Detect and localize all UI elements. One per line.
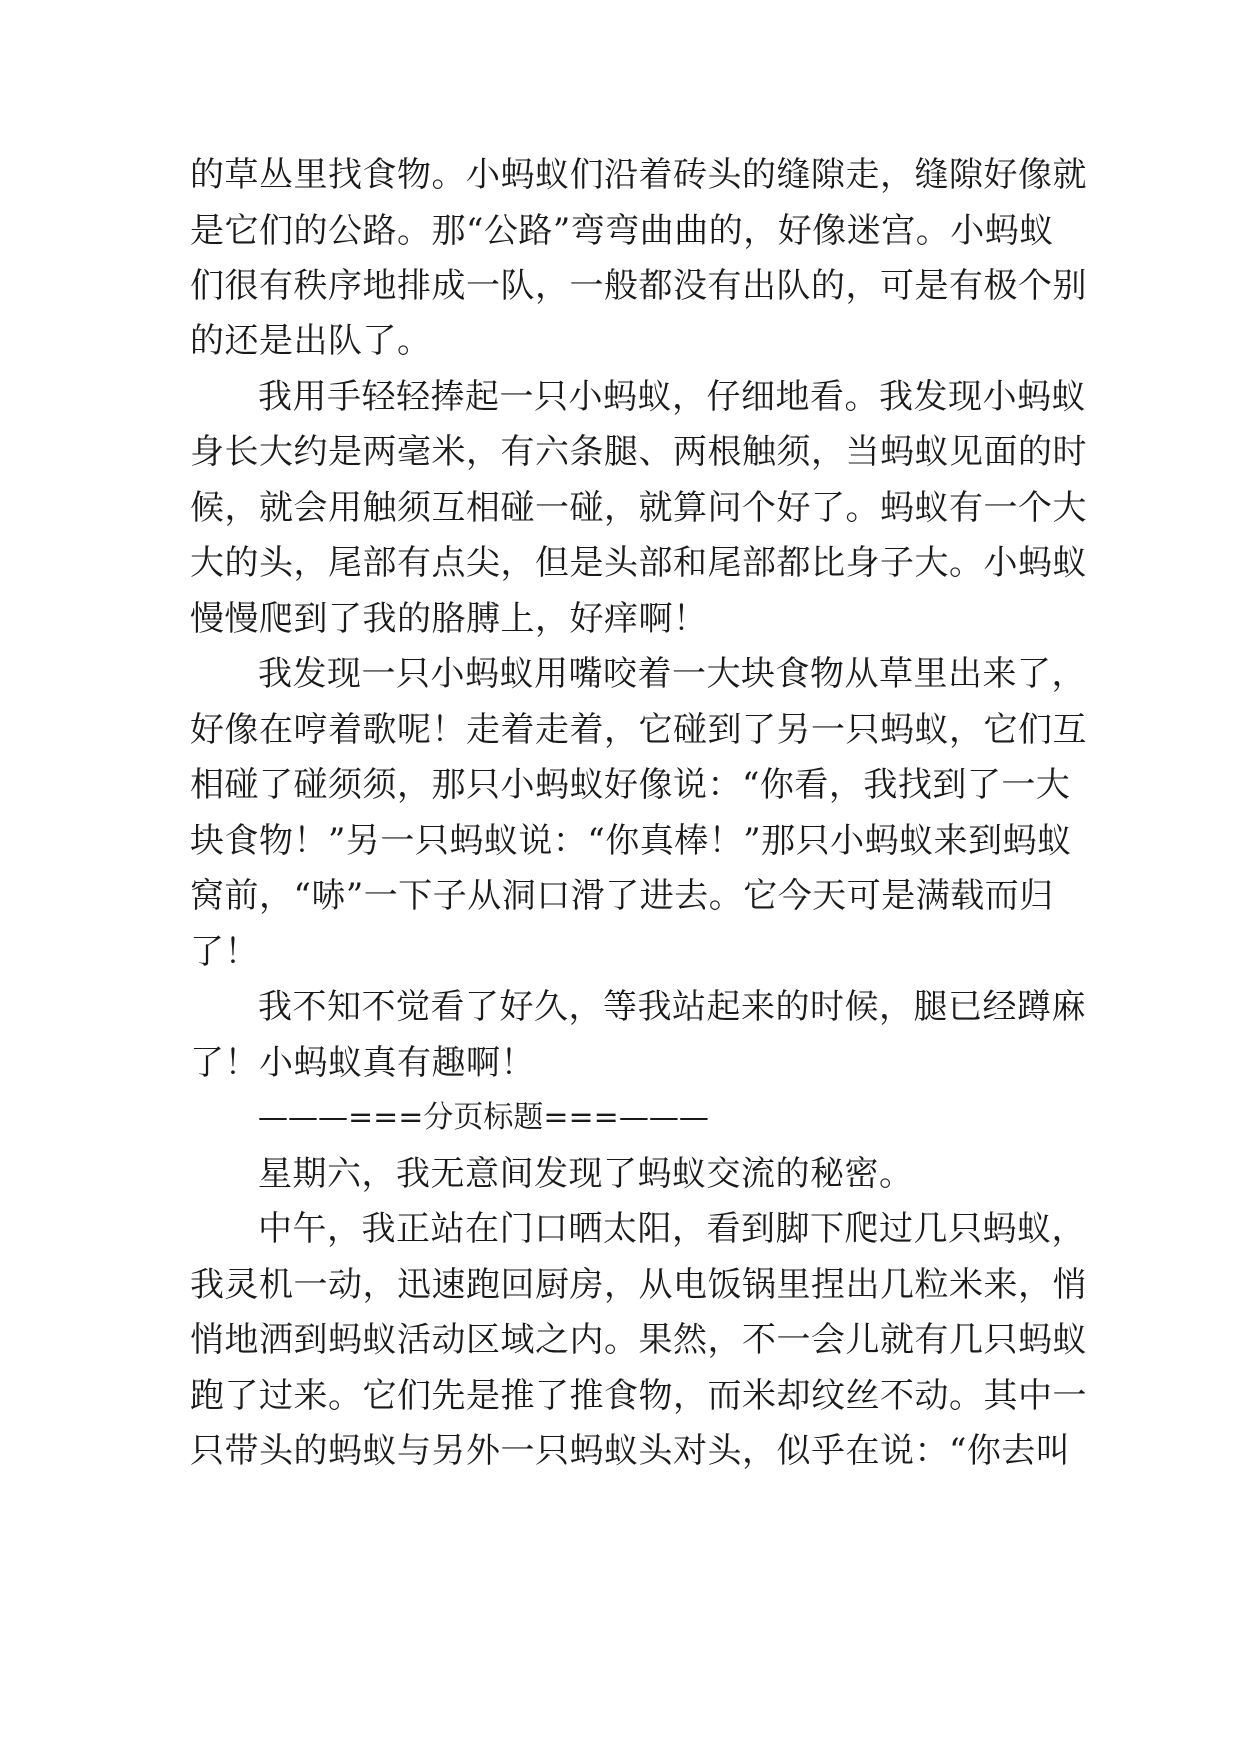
paragraph-line: 慢慢爬到了我的胳膊上，好痒啊！ <box>190 599 708 639</box>
paragraph-line: 好像在哼着歌呢！走着走着，它碰到了另一只蚂蚁，它们互 <box>190 710 1087 750</box>
paragraph-line: 窝前，“哧”一下子从洞口滑了进去。它今天可是满载而归 <box>190 876 1054 916</box>
paragraph-line: 的还是出队了。 <box>190 321 432 361</box>
paragraph-line: 了！ <box>190 932 259 972</box>
paragraph-line: 我灵机一动，迅速跑回厨房，从电饭锅里捏出几粒米来，悄 <box>190 1265 1087 1305</box>
paragraph-line: 候，就会用触须互相碰一碰，就算问个好了。蚂蚁有一个大 <box>190 488 1087 528</box>
paragraph-line: 只带头的蚂蚁与另外一只蚂蚁头对头，似乎在说：“你去叫 <box>190 1431 1071 1471</box>
paragraph-line: 块食物！”另一只蚂蚁说：“你真棒！”那只小蚂蚁来到蚂蚁 <box>190 821 1072 861</box>
paragraph-line: 相碰了碰须须，那只小蚂蚁好像说：“你看，我找到了一大 <box>190 765 1071 805</box>
paragraph-line: 跑了过来。它们先是推了推食物，而米却纹丝不动。其中一 <box>190 1376 1087 1416</box>
paragraph-line: 大的头，尾部有点尖，但是头部和尾部都比身子大。小蚂蚁 <box>190 543 1087 583</box>
paragraph-line: 悄地洒到蚂蚁活动区域之内。果然，不一会儿就有几只蚂蚁 <box>190 1320 1087 1360</box>
paragraph-line: 我发现一只小蚂蚁用嘴咬着一大块食物从草里出来了， <box>258 654 1086 694</box>
paragraph-line: 中午，我正站在门口晒太阳，看到脚下爬过几只蚂蚁， <box>258 1209 1086 1249</box>
paragraph-line: 身长大约是两毫米，有六条腿、两根触须，当蚂蚁见面的时 <box>190 432 1087 472</box>
page-break-title: ———===分页标题===——— <box>258 1100 709 1135</box>
paragraph-line: 是它们的公路。那“公路”弯弯曲曲的，好像迷宫。小蚂蚁 <box>190 211 1054 251</box>
paragraph-line: 的草丛里找食物。小蚂蚁们沿着砖头的缝隙走，缝隙好像就 <box>190 155 1087 195</box>
paragraph-line: 们很有秩序地排成一队，一般都没有出队的，可是有极个别 <box>190 266 1087 306</box>
paragraph-line: 星期六，我无意间发现了蚂蚁交流的秘密。 <box>258 1154 914 1194</box>
paragraph-line: 我不知不觉看了好久，等我站起来的时候，腿已经蹲麻 <box>258 987 1086 1027</box>
paragraph-line: 了！小蚂蚁真有趣啊！ <box>190 1043 535 1083</box>
paragraph-line: 我用手轻轻捧起一只小蚂蚁，仔细地看。我发现小蚂蚁 <box>258 377 1086 417</box>
